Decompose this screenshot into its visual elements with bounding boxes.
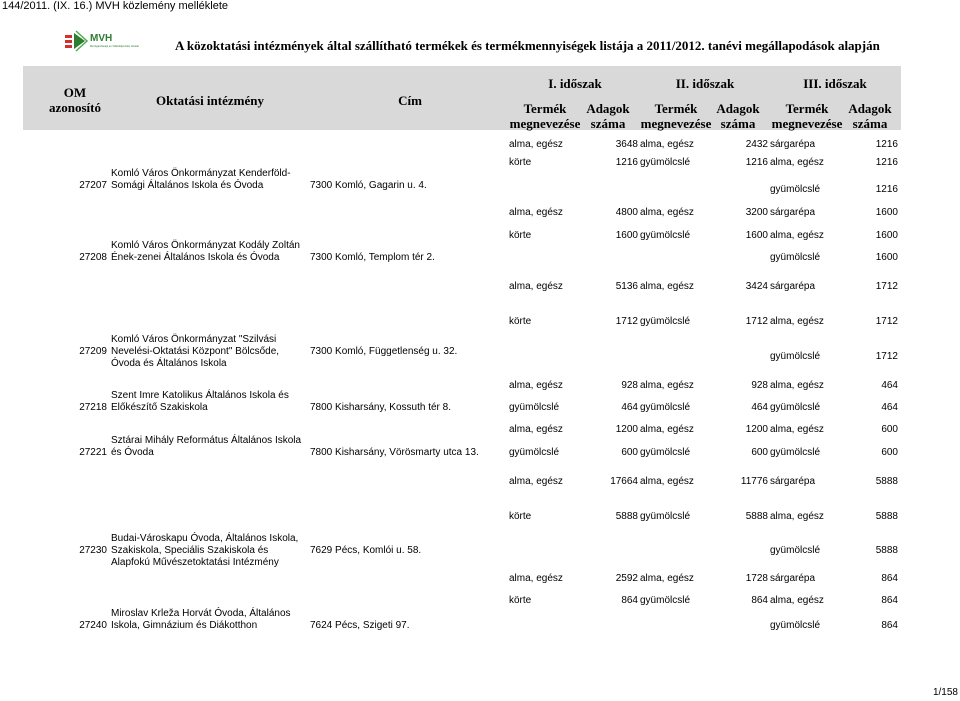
- product-name: alma, egész: [770, 316, 824, 327]
- product-name: alma, egész: [770, 511, 824, 522]
- header-period-1: I. időszak: [548, 76, 602, 91]
- portion-count: 1600: [875, 207, 898, 218]
- portion-count: 464: [751, 402, 768, 413]
- product-name: alma, egész: [640, 139, 694, 150]
- product-name: gyümölcslé: [770, 545, 821, 556]
- header-product-2: Termék megnevezése: [640, 101, 712, 131]
- product-name: gyümölcslé: [640, 595, 691, 606]
- om-id: 27221: [79, 447, 107, 458]
- portion-count: 1600: [615, 230, 638, 241]
- institution-name: Komló Város Önkormányzat Kenderföld-Somági Általános Iskola és Óvoda: [111, 168, 291, 191]
- header-address: Cím: [398, 93, 422, 108]
- portion-count: 600: [751, 447, 768, 458]
- product-name: alma, egész: [640, 424, 694, 435]
- om-id: 27218: [79, 402, 107, 413]
- product-name: gyümölcslé: [640, 511, 691, 522]
- institution-address: 7300 Komló, Függetlenség u. 32.: [310, 346, 458, 357]
- product-name: gyümölcslé: [770, 620, 821, 631]
- header-period-2: II. időszak: [675, 76, 735, 91]
- portion-count: 864: [881, 595, 898, 606]
- logo-brand: MVH: [90, 33, 113, 44]
- page-number: 1/158: [932, 687, 958, 698]
- portion-count: 1712: [745, 316, 768, 327]
- portion-count: 5888: [875, 476, 898, 487]
- portion-count: 3648: [615, 139, 638, 150]
- portion-count: 600: [881, 424, 898, 435]
- om-id: 27209: [79, 346, 107, 357]
- institution-address: 7800 Kisharsány, Vörösmarty utca 13.: [310, 447, 479, 458]
- product-name: gyümölcslé: [770, 351, 821, 362]
- header-institution: Oktatási intézmény: [156, 93, 264, 108]
- product-name: gyümölcslé: [640, 157, 691, 168]
- portion-count: 5888: [875, 545, 898, 556]
- om-id: 27208: [79, 252, 107, 263]
- portion-count: 1600: [875, 230, 898, 241]
- portion-count: 600: [621, 447, 638, 458]
- portion-count: 11776: [740, 476, 768, 487]
- portion-count: 2432: [745, 139, 768, 150]
- product-name: alma, egész: [770, 380, 824, 391]
- product-name: alma, egész: [640, 476, 694, 487]
- product-name: alma, egész: [509, 380, 563, 391]
- product-name: alma, egész: [640, 207, 694, 218]
- om-id: 27207: [79, 180, 107, 191]
- portion-count: 1216: [745, 157, 768, 168]
- header-product-3: Termék megnevezése: [771, 101, 843, 131]
- product-name: gyümölcslé: [770, 252, 821, 263]
- institution-name: Miroslav Krleža Horvát Óvoda, Általános Iskola, Gimnázium és Diákotthon: [111, 608, 291, 631]
- portion-count: 3200: [745, 207, 768, 218]
- portion-count: 5888: [875, 511, 898, 522]
- product-name: alma, egész: [770, 595, 824, 606]
- product-name: gyümölcslé: [770, 402, 821, 413]
- product-name: sárgarépa: [770, 207, 816, 218]
- product-name: alma, egész: [640, 281, 694, 292]
- portion-count: 928: [621, 380, 638, 391]
- header-qty-3: Adagok száma: [848, 101, 892, 131]
- portion-count: 464: [621, 402, 638, 413]
- institution-name: Komló Város Önkormányzat "Szilvási Nevelési-Oktatási Központ" Bölcsőde, Óvoda és Általános Iskola: [111, 334, 280, 369]
- portion-count: 1712: [875, 316, 898, 327]
- portion-count: 2592: [615, 573, 638, 584]
- product-name: sárgarépa: [770, 573, 816, 584]
- portion-count: 1600: [745, 230, 768, 241]
- portion-count: 3424: [745, 281, 768, 292]
- portion-count: 864: [881, 573, 898, 584]
- product-name: körte: [509, 595, 532, 606]
- institution-address: 7300 Komló, Templom tér 2.: [310, 252, 435, 263]
- institution-address: 7300 Komló, Gagarin u. 4.: [310, 180, 427, 191]
- page-title: A közoktatási intézmények által szállítható termékek és termékmennyiségek listája a 2011/2012. tanévi megállapodások alapján: [175, 38, 880, 53]
- product-name: gyümölcslé: [640, 447, 691, 458]
- institution-address: 7629 Pécs, Komlói u. 58.: [310, 545, 422, 556]
- portion-count: 5136: [615, 281, 638, 292]
- mvh-logo: [63, 27, 139, 59]
- product-name: alma, egész: [509, 573, 563, 584]
- product-name: alma, egész: [640, 380, 694, 391]
- portion-count: 1712: [875, 351, 898, 362]
- product-name: alma, egész: [770, 230, 824, 241]
- portion-count: 864: [881, 620, 898, 631]
- portion-count: 1200: [615, 424, 638, 435]
- product-name: sárgarépa: [770, 139, 816, 150]
- header-product-1: Termék megnevezése: [509, 101, 581, 131]
- product-name: gyümölcslé: [509, 447, 560, 458]
- om-id: 27240: [79, 620, 107, 631]
- header-qty-1: Adagok száma: [586, 101, 630, 131]
- product-name: alma, egész: [509, 281, 563, 292]
- logo-subtitle: Mezőgazdasági és Vidékfejlesztési Hivatal: [90, 45, 139, 48]
- portion-count: 864: [751, 595, 768, 606]
- product-name: körte: [509, 511, 532, 522]
- product-name: körte: [509, 316, 532, 327]
- om-id: 27230: [79, 545, 107, 556]
- product-name: körte: [509, 230, 532, 241]
- product-name: alma, egész: [640, 573, 694, 584]
- portion-count: 1200: [745, 424, 768, 435]
- product-name: gyümölcslé: [640, 402, 691, 413]
- portion-count: 4800: [615, 207, 638, 218]
- product-name: gyümölcslé: [640, 316, 691, 327]
- product-name: alma, egész: [770, 424, 824, 435]
- portion-count: 864: [621, 595, 638, 606]
- product-name: gyümölcslé: [770, 447, 821, 458]
- portion-count: 464: [881, 402, 898, 413]
- document-caption: 144/2011. (IX. 16.) MVH közlemény melléklete: [2, 0, 229, 12]
- product-name: gyümölcslé: [640, 230, 691, 241]
- product-name: alma, egész: [509, 139, 563, 150]
- product-name: sárgarépa: [770, 281, 816, 292]
- portion-count: 17664: [610, 476, 638, 487]
- portion-count: 928: [751, 380, 768, 391]
- portion-count: 1216: [875, 184, 898, 195]
- header-om: OM azonosító: [49, 85, 101, 115]
- product-name: alma, egész: [770, 157, 824, 168]
- product-name: alma, egész: [509, 424, 563, 435]
- institution-name: Komló Város Önkormányzat Kodály Zoltán Ének-zenei Általános Iskola és Óvoda: [111, 240, 300, 263]
- portion-count: 1728: [745, 573, 768, 584]
- header-period-3: III. időszak: [803, 76, 867, 91]
- header-qty-2: Adagok száma: [716, 101, 760, 131]
- product-name: sárgarépa: [770, 476, 816, 487]
- institution-address: 7800 Kisharsány, Kossuth tér 8.: [310, 402, 452, 413]
- portion-count: 464: [881, 380, 898, 391]
- portion-count: 1216: [875, 157, 898, 168]
- institution-address: 7624 Pécs, Szigeti 97.: [310, 620, 410, 631]
- portion-count: 1216: [615, 157, 638, 168]
- portion-count: 1600: [875, 252, 898, 263]
- product-name: körte: [509, 157, 532, 168]
- institution-name: Budai-Városkapu Óvoda, Általános Iskola, Szakiskola, Speciális Szakiskola és Alapfokú Művészetoktatási Intézmény: [111, 533, 299, 568]
- portion-count: 600: [881, 447, 898, 458]
- product-name: alma, egész: [509, 207, 563, 218]
- product-name: alma, egész: [509, 476, 563, 487]
- institution-name: Szent Imre Katolikus Általános Iskola és Előkészítő Szakiskola: [111, 390, 289, 413]
- portion-count: 5888: [745, 511, 768, 522]
- portion-count: 1712: [615, 316, 638, 327]
- portion-count: 5888: [615, 511, 638, 522]
- product-name: gyümölcslé: [509, 402, 560, 413]
- portion-count: 1216: [875, 139, 898, 150]
- institution-name: Sztárai Mihály Református Általános Iskola és Óvoda: [111, 435, 302, 458]
- portion-count: 1712: [875, 281, 898, 292]
- product-name: gyümölcslé: [770, 184, 821, 195]
